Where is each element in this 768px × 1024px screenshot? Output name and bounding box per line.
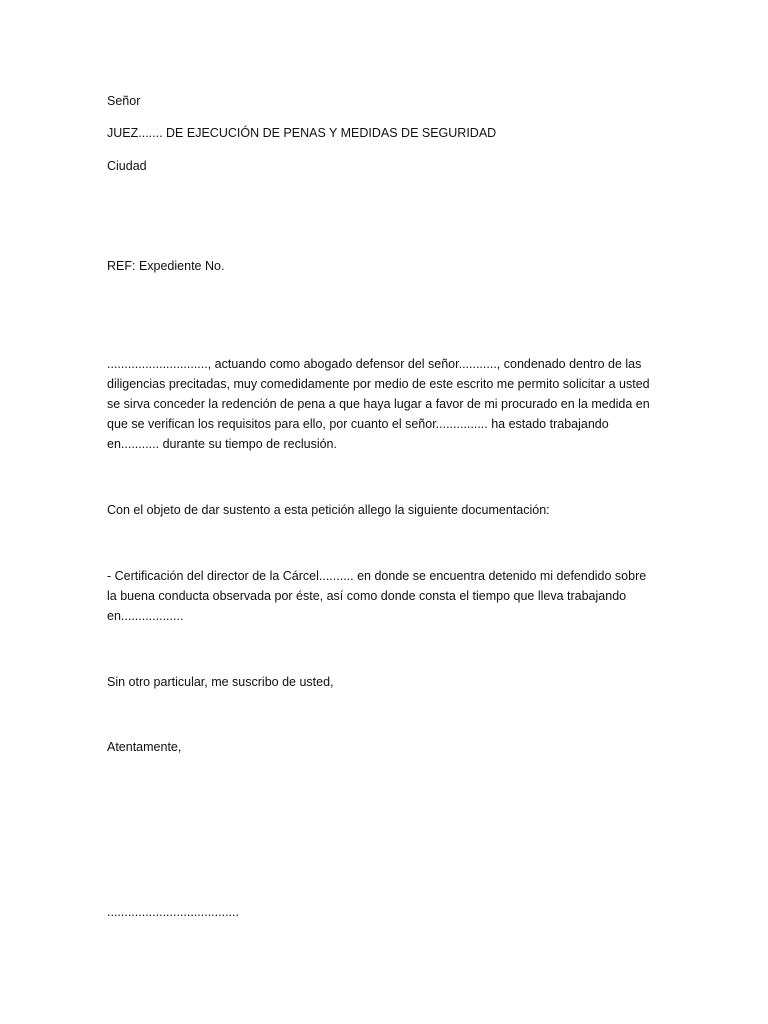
signature-line: ...................................... — [107, 905, 239, 919]
document-item-line: la buena conducta observada por éste, así como donde consta el tiempo que lleva trabajando — [107, 589, 627, 603]
city: Ciudad — [107, 159, 147, 173]
body-paragraph-line: se sirva conceder la redención de pena a que haya lugar a favor de mi procurado en la medida en — [107, 397, 650, 411]
body-paragraph-line: diligencias precitadas, muy comedidamente por medio de este escrito me permito solicitar a usted — [107, 377, 650, 391]
support-statement: Con el objeto de dar sustento a esta petición allego la siguiente documentación: — [107, 503, 550, 517]
sign-off: Atentamente, — [107, 740, 182, 754]
body-paragraph-line: que se verifican los requisitos para ello, por cuanto el señor............... ha estado trabajando — [107, 417, 609, 431]
reference: REF: Expediente No. — [107, 259, 225, 273]
addressee: JUEZ....... DE EJECUCIÓN DE PENAS Y MEDIDAS DE SEGURIDAD — [107, 126, 497, 140]
salutation: Señor — [107, 94, 141, 108]
body-paragraph-line: ............................., actuando como abogado defensor del señor..........., condenado dentro de las — [107, 357, 642, 371]
closing: Sin otro particular, me suscribo de usted, — [107, 675, 334, 689]
document-item-line: en.................. — [107, 609, 184, 623]
document-item-line: - Certificación del director de la Cárcel.......... en donde se encuentra detenido mi defendido sobre — [107, 569, 647, 583]
body-paragraph — [107, 354, 667, 454]
document-item — [107, 566, 667, 626]
body-paragraph-line: en........... durante su tiempo de reclusión. — [107, 437, 337, 451]
